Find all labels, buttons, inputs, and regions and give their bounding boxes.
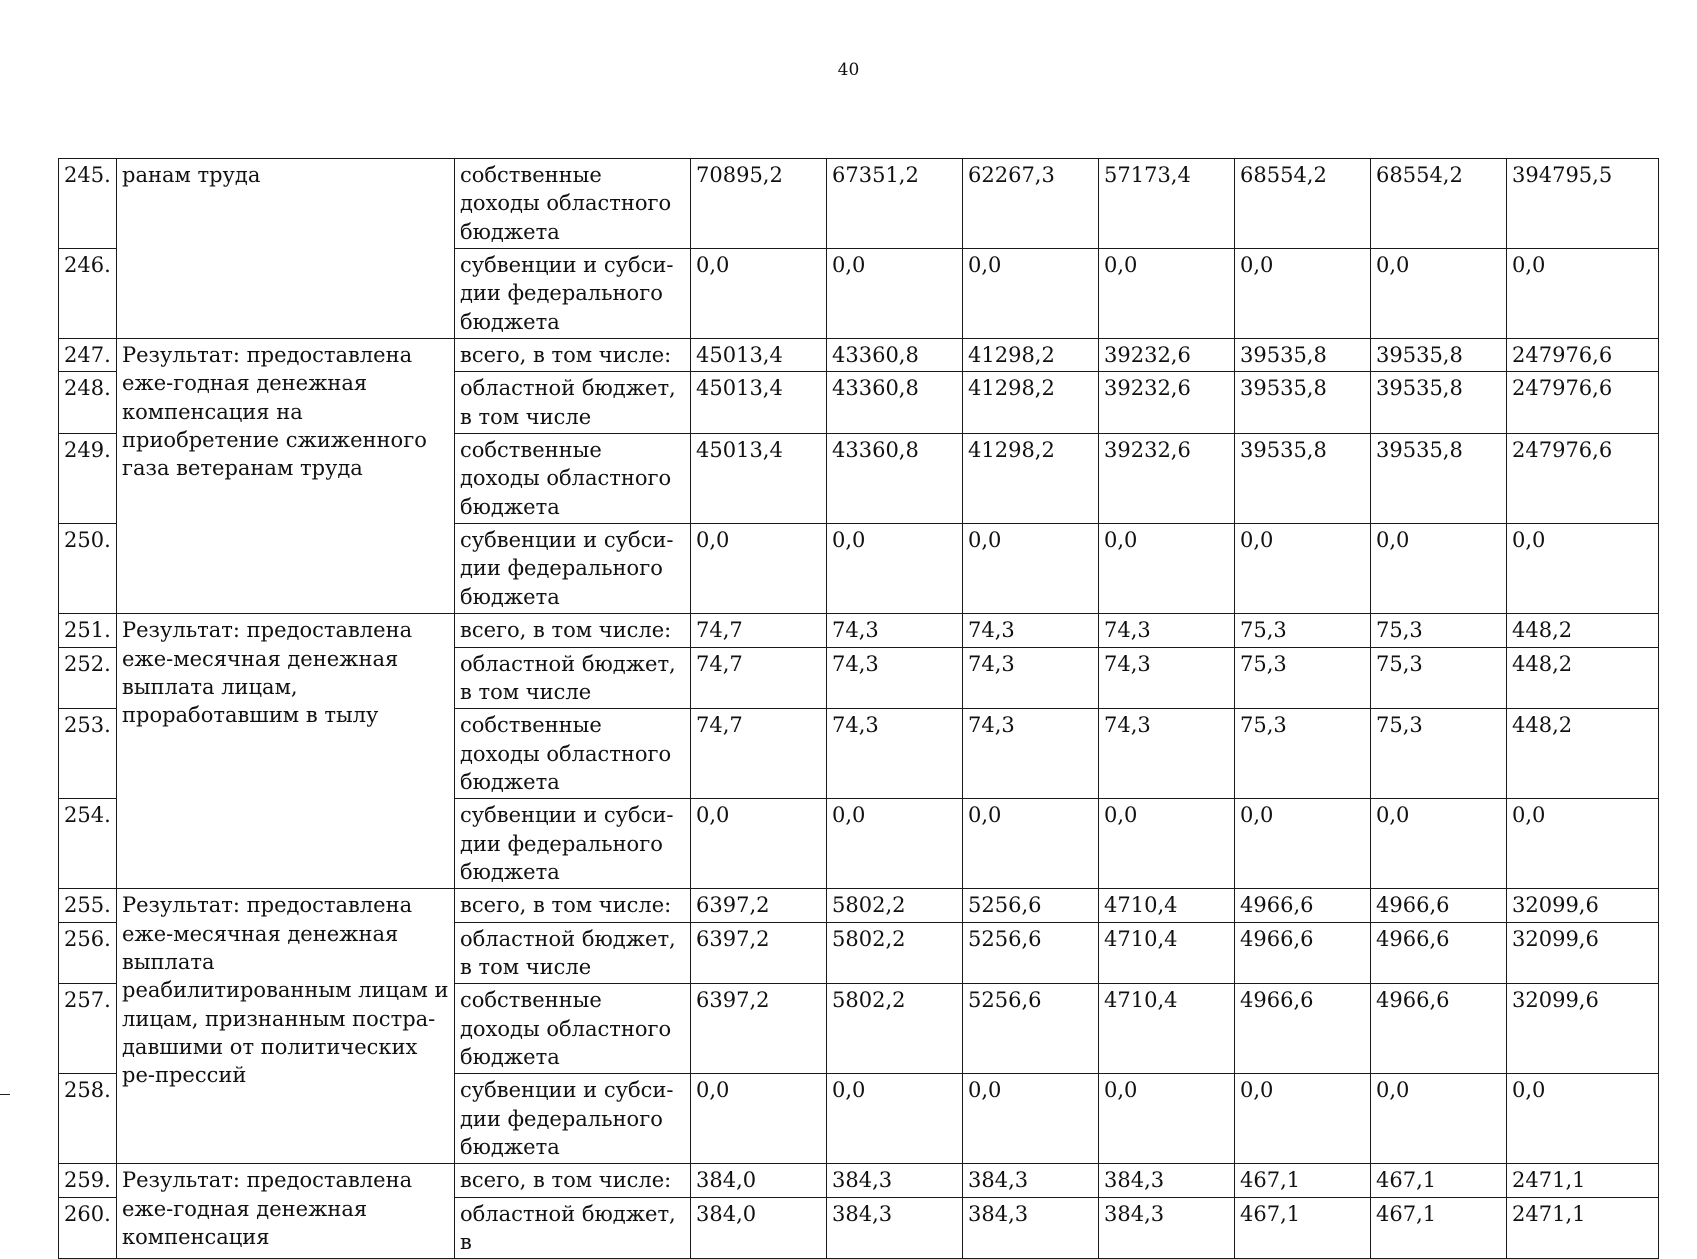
value-cell: 75,3: [1371, 614, 1507, 647]
total-cell: 247976,6: [1507, 434, 1659, 524]
row-number: 259.: [59, 1164, 117, 1197]
value-cell: 4966,6: [1371, 984, 1507, 1074]
total-cell: 0,0: [1507, 249, 1659, 339]
funding-source: субвенции и субси-дии федерального бюджета: [455, 1074, 691, 1164]
value-cell: 67351,2: [827, 159, 963, 249]
value-cell: 74,3: [1099, 709, 1235, 799]
funding-source: областной бюджет, в том числе: [455, 922, 691, 984]
value-cell: 5256,6: [963, 984, 1099, 1074]
value-cell: 74,3: [827, 647, 963, 709]
row-number: 258.: [59, 1074, 117, 1164]
value-cell: 5256,6: [963, 922, 1099, 984]
result-description: Результат: предоставлена еже-месячная денежная выплата лицам, проработавшим в тылу: [117, 614, 455, 889]
budget-table: [58, 158, 1659, 1259]
table-row: [59, 614, 1659, 647]
value-cell: 43360,8: [827, 372, 963, 434]
total-cell: 448,2: [1507, 709, 1659, 799]
funding-source: областной бюджет, в том числе: [455, 647, 691, 709]
value-cell: 39535,8: [1235, 372, 1371, 434]
value-cell: 0,0: [1371, 249, 1507, 339]
value-cell: 0,0: [1235, 1074, 1371, 1164]
row-number: 253.: [59, 709, 117, 799]
value-cell: 4966,6: [1235, 889, 1371, 922]
value-cell: 0,0: [1235, 249, 1371, 339]
funding-source: областной бюджет, в: [455, 1197, 691, 1259]
value-cell: 4710,4: [1099, 922, 1235, 984]
value-cell: 384,3: [827, 1164, 963, 1197]
funding-source: областной бюджет, в том числе: [455, 372, 691, 434]
value-cell: 74,7: [691, 614, 827, 647]
value-cell: 467,1: [1235, 1164, 1371, 1197]
margin-mark: [0, 1094, 10, 1095]
total-cell: 32099,6: [1507, 889, 1659, 922]
funding-source: собственные доходы областного бюджета: [455, 984, 691, 1074]
value-cell: 68554,2: [1235, 159, 1371, 249]
value-cell: 0,0: [1099, 524, 1235, 614]
value-cell: 43360,8: [827, 339, 963, 372]
funding-source: собственные доходы областного бюджета: [455, 709, 691, 799]
value-cell: 74,3: [1099, 647, 1235, 709]
value-cell: 0,0: [1235, 524, 1371, 614]
table-row: [59, 159, 1659, 249]
total-cell: 0,0: [1507, 524, 1659, 614]
value-cell: 41298,2: [963, 339, 1099, 372]
row-number: 251.: [59, 614, 117, 647]
value-cell: 0,0: [827, 799, 963, 889]
total-cell: 448,2: [1507, 614, 1659, 647]
value-cell: 62267,3: [963, 159, 1099, 249]
total-cell: 0,0: [1507, 1074, 1659, 1164]
value-cell: 0,0: [1099, 799, 1235, 889]
value-cell: 74,3: [827, 614, 963, 647]
table-row: [59, 1164, 1659, 1197]
value-cell: 0,0: [1099, 1074, 1235, 1164]
total-cell: 247976,6: [1507, 372, 1659, 434]
value-cell: 0,0: [691, 1074, 827, 1164]
value-cell: 384,3: [827, 1197, 963, 1259]
value-cell: 384,0: [691, 1164, 827, 1197]
value-cell: 39232,6: [1099, 434, 1235, 524]
row-number: 252.: [59, 647, 117, 709]
value-cell: 41298,2: [963, 434, 1099, 524]
value-cell: 39535,8: [1371, 339, 1507, 372]
value-cell: 0,0: [827, 249, 963, 339]
value-cell: 75,3: [1371, 709, 1507, 799]
row-number: 247.: [59, 339, 117, 372]
result-description: ранам труда: [117, 159, 455, 339]
value-cell: 4966,6: [1235, 984, 1371, 1074]
funding-source: собственные доходы областного бюджета: [455, 434, 691, 524]
value-cell: 4710,4: [1099, 984, 1235, 1074]
total-cell: 32099,6: [1507, 984, 1659, 1074]
row-number: 254.: [59, 799, 117, 889]
funding-source: всего, в том числе:: [455, 614, 691, 647]
table-row: [59, 889, 1659, 922]
result-description: Результат: предоставлена еже-месячная денежная выплата реабилитированным лицам и лицам, признанным постра-давшими от политических ре-прессий: [117, 889, 455, 1164]
row-number: 246.: [59, 249, 117, 339]
value-cell: 6397,2: [691, 984, 827, 1074]
value-cell: 43360,8: [827, 434, 963, 524]
value-cell: 0,0: [1371, 524, 1507, 614]
value-cell: 75,3: [1371, 647, 1507, 709]
total-cell: 0,0: [1507, 799, 1659, 889]
funding-source: всего, в том числе:: [455, 1164, 691, 1197]
value-cell: 0,0: [827, 524, 963, 614]
value-cell: 384,3: [1099, 1164, 1235, 1197]
total-cell: 32099,6: [1507, 922, 1659, 984]
value-cell: 45013,4: [691, 372, 827, 434]
value-cell: 467,1: [1235, 1197, 1371, 1259]
row-number: 260.: [59, 1197, 117, 1259]
value-cell: 4966,6: [1371, 922, 1507, 984]
value-cell: 70895,2: [691, 159, 827, 249]
result-description: Результат: предоставлена еже-годная денежная компенсация на приобретение сжиженного газа ветеранам труда: [117, 339, 455, 614]
value-cell: 41298,2: [963, 372, 1099, 434]
funding-source: субвенции и субси-дии федерального бюджета: [455, 524, 691, 614]
row-number: 256.: [59, 922, 117, 984]
funding-source: всего, в том числе:: [455, 889, 691, 922]
funding-source: субвенции и субси-дии федерального бюджета: [455, 249, 691, 339]
row-number: 255.: [59, 889, 117, 922]
table-row: [59, 339, 1659, 372]
value-cell: 74,3: [963, 709, 1099, 799]
value-cell: 74,3: [963, 647, 1099, 709]
value-cell: 467,1: [1371, 1197, 1507, 1259]
value-cell: 0,0: [1371, 799, 1507, 889]
value-cell: 4710,4: [1099, 889, 1235, 922]
value-cell: 75,3: [1235, 614, 1371, 647]
value-cell: 0,0: [963, 1074, 1099, 1164]
value-cell: 384,3: [963, 1197, 1099, 1259]
row-number: 245.: [59, 159, 117, 249]
value-cell: 0,0: [691, 249, 827, 339]
value-cell: 74,7: [691, 647, 827, 709]
budget-table-container: [58, 158, 1658, 1259]
value-cell: 4966,6: [1371, 889, 1507, 922]
row-number: 249.: [59, 434, 117, 524]
value-cell: 39232,6: [1099, 339, 1235, 372]
value-cell: 5802,2: [827, 889, 963, 922]
value-cell: 68554,2: [1371, 159, 1507, 249]
value-cell: 57173,4: [1099, 159, 1235, 249]
value-cell: 4966,6: [1235, 922, 1371, 984]
value-cell: 384,3: [963, 1164, 1099, 1197]
value-cell: 467,1: [1371, 1164, 1507, 1197]
row-number: 250.: [59, 524, 117, 614]
value-cell: 0,0: [691, 524, 827, 614]
value-cell: 75,3: [1235, 647, 1371, 709]
value-cell: 74,3: [827, 709, 963, 799]
value-cell: 384,3: [1099, 1197, 1235, 1259]
value-cell: 45013,4: [691, 339, 827, 372]
value-cell: 6397,2: [691, 922, 827, 984]
result-description: Результат: предоставлена еже-годная денежная компенсация: [117, 1164, 455, 1259]
row-number: 257.: [59, 984, 117, 1074]
value-cell: 0,0: [963, 249, 1099, 339]
value-cell: 74,7: [691, 709, 827, 799]
total-cell: 394795,5: [1507, 159, 1659, 249]
value-cell: 74,3: [1099, 614, 1235, 647]
value-cell: 0,0: [1371, 1074, 1507, 1164]
value-cell: 0,0: [1235, 799, 1371, 889]
funding-source: всего, в том числе:: [455, 339, 691, 372]
value-cell: 39535,8: [1371, 434, 1507, 524]
value-cell: 0,0: [963, 524, 1099, 614]
funding-source: субвенции и субси-дии федерального бюджета: [455, 799, 691, 889]
row-number: 248.: [59, 372, 117, 434]
value-cell: 5256,6: [963, 889, 1099, 922]
value-cell: 5802,2: [827, 922, 963, 984]
value-cell: 6397,2: [691, 889, 827, 922]
total-cell: 247976,6: [1507, 339, 1659, 372]
page-number: 40: [837, 60, 860, 80]
value-cell: 39232,6: [1099, 372, 1235, 434]
value-cell: 0,0: [827, 1074, 963, 1164]
value-cell: 39535,8: [1371, 372, 1507, 434]
value-cell: 39535,8: [1235, 434, 1371, 524]
value-cell: 39535,8: [1235, 339, 1371, 372]
total-cell: 2471,1: [1507, 1164, 1659, 1197]
value-cell: 0,0: [963, 799, 1099, 889]
value-cell: 384,0: [691, 1197, 827, 1259]
value-cell: 5802,2: [827, 984, 963, 1074]
value-cell: 45013,4: [691, 434, 827, 524]
total-cell: 2471,1: [1507, 1197, 1659, 1259]
value-cell: 75,3: [1235, 709, 1371, 799]
value-cell: 74,3: [963, 614, 1099, 647]
value-cell: 0,0: [1099, 249, 1235, 339]
total-cell: 448,2: [1507, 647, 1659, 709]
funding-source: собственные доходы областного бюджета: [455, 159, 691, 249]
value-cell: 0,0: [691, 799, 827, 889]
